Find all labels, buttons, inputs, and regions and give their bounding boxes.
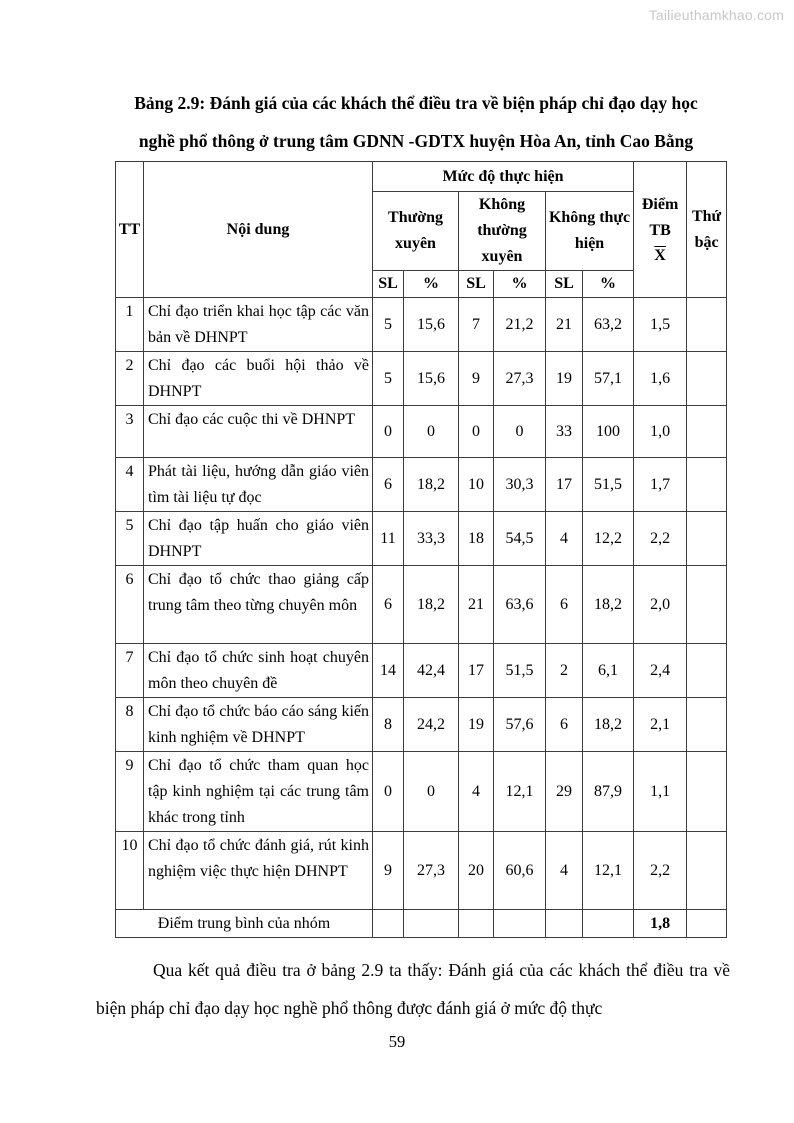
table-row <box>116 352 727 406</box>
row-sl2-cell: 4 <box>459 752 494 832</box>
row-sl1-cell: 0 <box>373 752 404 832</box>
header-muc-do-thuc-hien: Mức độ thực hiện <box>373 162 634 192</box>
table-row <box>116 458 727 512</box>
row-sl3-cell: 4 <box>546 832 583 910</box>
table-row <box>116 512 727 566</box>
row-pct1-cell: 18,2 <box>404 566 459 644</box>
header-pct-3: % <box>583 271 634 298</box>
row-pct2-cell: 60,6 <box>494 832 546 910</box>
row-pct2-cell: 0 <box>494 406 546 458</box>
row-sl2-cell: 20 <box>459 832 494 910</box>
summary-pct-cell <box>404 910 459 938</box>
row-sl2-cell: 9 <box>459 352 494 406</box>
header-sl-1: SL <box>373 271 404 298</box>
watermark: Tailieuthamkhao.com <box>648 7 784 23</box>
header-khong-thuong-xuyen: Không thường xuyên <box>459 192 546 271</box>
row-sl1-cell: 14 <box>373 644 404 698</box>
row-sl1-cell: 5 <box>373 298 404 352</box>
row-sl3-cell: 17 <box>546 458 583 512</box>
row-sl3-cell: 29 <box>546 752 583 832</box>
row-sl3-cell: 4 <box>546 512 583 566</box>
row-sl1-cell: 11 <box>373 512 404 566</box>
table-row <box>116 644 727 698</box>
row-pct1-cell: 0 <box>404 406 459 458</box>
row-sl1-cell: 8 <box>373 698 404 752</box>
row-thu-bac-cell <box>687 752 727 832</box>
row-sl2-cell: 17 <box>459 644 494 698</box>
row-sl1-cell: 6 <box>373 566 404 644</box>
table-row <box>116 298 727 352</box>
row-thu-bac-cell <box>687 566 727 644</box>
table-caption-line1: Bảng 2.9: Đánh giá của các khách thể điều tra về biện pháp chỉ đạo dạy học <box>134 93 698 113</box>
summary-rank-cell <box>687 910 727 938</box>
row-pct1-cell: 15,6 <box>404 352 459 406</box>
row-pct1-cell: 18,2 <box>404 458 459 512</box>
row-pct2-cell: 30,3 <box>494 458 546 512</box>
row-pct1-cell: 15,6 <box>404 298 459 352</box>
header-tt: TT <box>116 162 144 298</box>
row-sl3-cell: 33 <box>546 406 583 458</box>
row-diem-tb-cell: 2,2 <box>634 512 687 566</box>
row-pct3-cell: 87,9 <box>583 752 634 832</box>
summary-sl-cell <box>459 910 494 938</box>
row-number-cell: 10 <box>116 832 144 910</box>
row-content-cell: Chỉ đạo tổ chức báo cáo sáng kiến kinh nghiệm về DHNPT <box>144 698 373 752</box>
row-sl3-cell: 19 <box>546 352 583 406</box>
row-content-cell: Chỉ đạo tổ chức thao giảng cấp trung tâm theo từng chuyên môn <box>144 566 373 644</box>
row-content-cell: Phát tài liệu, hướng dẫn giáo viên tìm tài liệu tự đọc <box>144 458 373 512</box>
row-number-cell: 7 <box>116 644 144 698</box>
row-number-cell: 2 <box>116 352 144 406</box>
row-sl2-cell: 21 <box>459 566 494 644</box>
row-thu-bac-cell <box>687 352 727 406</box>
row-sl2-cell: 18 <box>459 512 494 566</box>
row-diem-tb-cell: 2,2 <box>634 832 687 910</box>
row-pct2-cell: 63,6 <box>494 566 546 644</box>
row-pct3-cell: 18,2 <box>583 698 634 752</box>
header-diem-tb-label: Điểm TB <box>641 195 679 239</box>
row-sl3-cell: 2 <box>546 644 583 698</box>
row-number-cell: 4 <box>116 458 144 512</box>
table-row <box>116 752 727 832</box>
summary-sl-cell <box>373 910 404 938</box>
row-thu-bac-cell <box>687 298 727 352</box>
page-number: 59 <box>388 1032 406 1051</box>
row-number-cell: 6 <box>116 566 144 644</box>
row-sl2-cell: 19 <box>459 698 494 752</box>
row-number-cell: 8 <box>116 698 144 752</box>
row-pct3-cell: 12,1 <box>583 832 634 910</box>
header-thu-bac: Thứ bậc <box>687 162 727 298</box>
row-content-cell: Chỉ đạo triển khai học tập các văn bản về DHNPT <box>144 298 373 352</box>
header-sl-3: SL <box>546 271 583 298</box>
row-thu-bac-cell <box>687 832 727 910</box>
table-row <box>116 406 727 458</box>
table-row <box>116 698 727 752</box>
table-row <box>116 832 727 910</box>
header-sl-2: SL <box>459 271 494 298</box>
row-pct2-cell: 27,3 <box>494 352 546 406</box>
row-content-cell: Chỉ đạo tập huấn cho giáo viên DHNPT <box>144 512 373 566</box>
row-sl1-cell: 6 <box>373 458 404 512</box>
row-pct3-cell: 63,2 <box>583 298 634 352</box>
row-thu-bac-cell <box>687 406 727 458</box>
row-number-cell: 5 <box>116 512 144 566</box>
row-pct3-cell: 100 <box>583 406 634 458</box>
row-thu-bac-cell <box>687 512 727 566</box>
summary-pct-cell <box>494 910 546 938</box>
row-pct3-cell: 6,1 <box>583 644 634 698</box>
row-number-cell: 3 <box>116 406 144 458</box>
row-pct1-cell: 33,3 <box>404 512 459 566</box>
row-number-cell: 9 <box>116 752 144 832</box>
row-diem-tb-cell: 2,0 <box>634 566 687 644</box>
row-sl3-cell: 21 <box>546 298 583 352</box>
group-average-label: Điểm trung bình của nhóm <box>116 910 373 938</box>
table-row <box>116 566 727 644</box>
row-content-cell: Chỉ đạo tổ chức sinh hoạt chuyên môn theo chuyên đề <box>144 644 373 698</box>
row-sl3-cell: 6 <box>546 566 583 644</box>
row-pct2-cell: 51,5 <box>494 644 546 698</box>
row-thu-bac-cell <box>687 698 727 752</box>
row-content-cell: Chỉ đạo tổ chức đánh giá, rút kinh nghiệm việc thực hiện DHNPT <box>144 832 373 910</box>
row-diem-tb-cell: 1,5 <box>634 298 687 352</box>
row-pct2-cell: 21,2 <box>494 298 546 352</box>
row-sl2-cell: 0 <box>459 406 494 458</box>
row-pct1-cell: 27,3 <box>404 832 459 910</box>
row-pct3-cell: 57,1 <box>583 352 634 406</box>
group-average-value: 1,8 <box>634 910 687 938</box>
group-average-row <box>116 910 727 938</box>
row-sl1-cell: 5 <box>373 352 404 406</box>
row-diem-tb-cell: 2,4 <box>634 644 687 698</box>
row-content-cell: Chỉ đạo tổ chức tham quan học tập kinh nghiệm tại các trung tâm khác trong tỉnh <box>144 752 373 832</box>
x-bar-symbol: $\overline{X}$ <box>654 246 666 264</box>
summary-pct-cell <box>583 910 634 938</box>
row-number-cell: 1 <box>116 298 144 352</box>
header-pct-2: % <box>494 271 546 298</box>
row-pct2-cell: 57,6 <box>494 698 546 752</box>
header-diem-tb <box>634 162 687 298</box>
row-pct2-cell: 54,5 <box>494 512 546 566</box>
header-khong-thuc-hien: Không thực hiện <box>546 192 634 271</box>
row-sl1-cell: 0 <box>373 406 404 458</box>
body-paragraph: Qua kết quả điều tra ở bảng 2.9 ta thấy: Đánh giá của các khách thể điều tra về biện pháp chỉ đạo dạy học nghề phổ thông được đánh giá ở mức độ thực <box>96 960 730 1018</box>
row-thu-bac-cell <box>687 458 727 512</box>
row-diem-tb-cell: 1,1 <box>634 752 687 832</box>
evaluation-table <box>115 161 727 938</box>
row-diem-tb-cell: 1,7 <box>634 458 687 512</box>
row-pct3-cell: 12,2 <box>583 512 634 566</box>
row-sl3-cell: 6 <box>546 698 583 752</box>
row-content-cell: Chỉ đạo các buổi hội thảo về DHNPT <box>144 352 373 406</box>
row-sl2-cell: 10 <box>459 458 494 512</box>
row-sl1-cell: 9 <box>373 832 404 910</box>
row-diem-tb-cell: 1,0 <box>634 406 687 458</box>
row-pct1-cell: 0 <box>404 752 459 832</box>
table-caption-line2: nghề phổ thông ở trung tâm GDNN -GDTX huyện Hòa An, tỉnh Cao Bằng <box>138 131 694 151</box>
header-thuong-xuyen: Thường xuyên <box>373 192 459 271</box>
row-content-cell: Chỉ đạo các cuộc thi về DHNPT <box>144 406 373 458</box>
row-pct1-cell: 42,4 <box>404 644 459 698</box>
table-caption <box>100 0 732 160</box>
row-pct3-cell: 18,2 <box>583 566 634 644</box>
row-pct1-cell: 24,2 <box>404 698 459 752</box>
header-pct-1: % <box>404 271 459 298</box>
row-pct3-cell: 51,5 <box>583 458 634 512</box>
row-thu-bac-cell <box>687 644 727 698</box>
header-noi-dung: Nội dung <box>144 162 373 298</box>
row-diem-tb-cell: 1,6 <box>634 352 687 406</box>
summary-sl-cell <box>546 910 583 938</box>
row-diem-tb-cell: 2,1 <box>634 698 687 752</box>
row-sl2-cell: 7 <box>459 298 494 352</box>
row-pct2-cell: 12,1 <box>494 752 546 832</box>
